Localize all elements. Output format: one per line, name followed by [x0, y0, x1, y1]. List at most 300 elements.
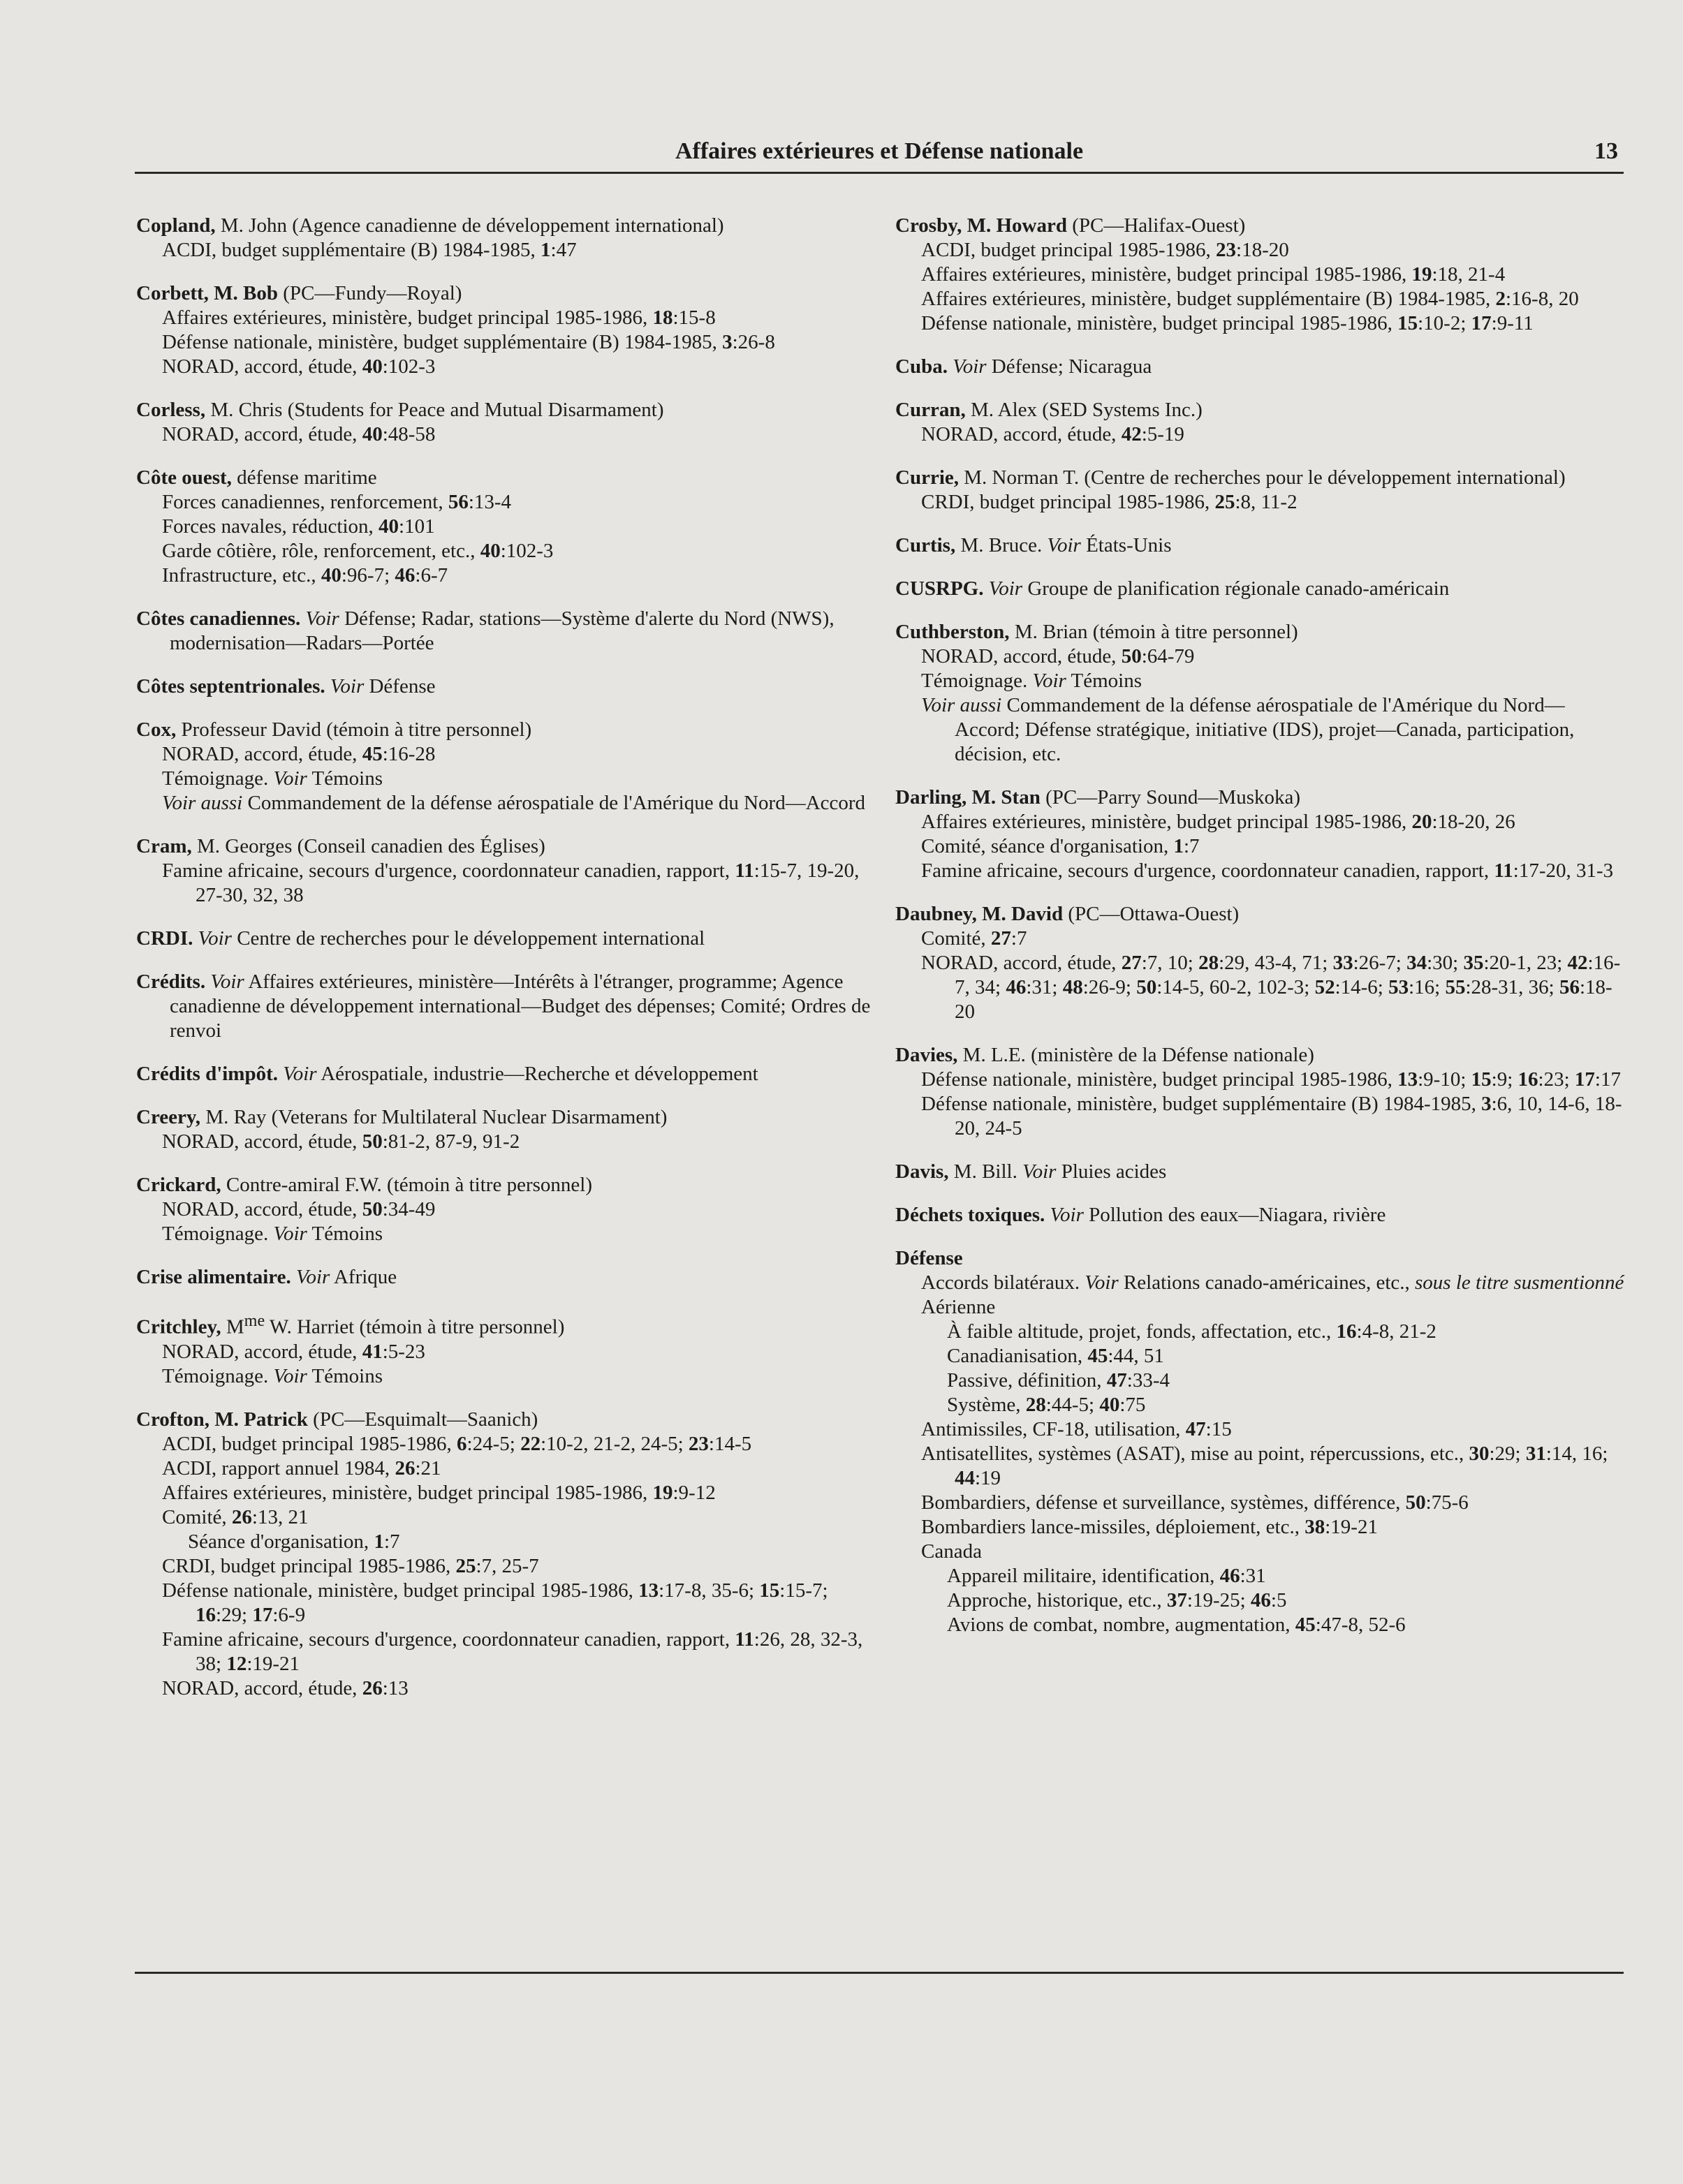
text-run: :13, 21	[251, 1505, 309, 1528]
text-run: Garde côtière, rôle, renforcement, etc.,	[162, 540, 480, 562]
entry-subline	[136, 1579, 873, 1628]
text-run: Témoins	[307, 1223, 383, 1245]
text-run: 26	[231, 1505, 252, 1528]
text-run: :17-20, 31-3	[1513, 859, 1614, 882]
text-run: :26-8	[732, 331, 775, 353]
text-run: :8, 11-2	[1235, 491, 1298, 513]
text-run: 13	[1397, 1068, 1418, 1091]
text-run: 11	[735, 859, 754, 882]
text-run: M. Norman T. (Centre de recherches pour le développement international)	[959, 466, 1566, 489]
text-run: Témoins	[1066, 670, 1142, 692]
text-run: Comité,	[162, 1505, 232, 1528]
text-run: Contre-amiral F.W. (témoin à titre personnel)	[221, 1174, 592, 1196]
entry-subline	[136, 539, 873, 563]
text-run: 40	[480, 540, 501, 562]
entry-subline	[136, 563, 873, 588]
text-run: 37	[1166, 1589, 1187, 1611]
text-run: :17-8, 35-6;	[659, 1579, 760, 1602]
text-run: Crickard,	[136, 1174, 221, 1196]
text-run: Témoignage.	[162, 767, 274, 790]
text-run: Cram,	[136, 835, 192, 857]
text-run: États-Unis	[1080, 534, 1172, 556]
text-run: 46	[395, 564, 416, 586]
text-run: Voir	[330, 675, 365, 698]
text-run: 40	[321, 564, 341, 586]
text-run: :16-28	[382, 743, 436, 765]
text-run: (PC—Parry Sound—Muskoka)	[1040, 786, 1301, 809]
entry-subline	[895, 1588, 1625, 1613]
entry-subline	[895, 238, 1625, 263]
text-run: Corless,	[136, 399, 206, 421]
text-run: :75	[1119, 1394, 1146, 1416]
text-run: CRDI, budget principal 1985-1986,	[921, 491, 1215, 513]
text-run: Crise alimentaire.	[136, 1266, 291, 1288]
entry-heading	[895, 1160, 1625, 1184]
text-run: :7	[1010, 927, 1027, 950]
text-run: M. Bruce.	[955, 534, 1048, 556]
text-run: 47	[1106, 1369, 1127, 1392]
text-run: M. Bill.	[948, 1160, 1023, 1183]
text-run: Comité, séance d'organisation,	[921, 835, 1174, 857]
text-run: (PC—Halifax-Ouest)	[1066, 214, 1246, 237]
text-run: :7, 10;	[1141, 952, 1199, 974]
text-run: 15	[1397, 312, 1418, 334]
text-run: Voir	[1050, 1204, 1084, 1226]
text-run: Voir	[1047, 534, 1081, 556]
entry-subline	[895, 1540, 1625, 1564]
entry-subline	[895, 927, 1625, 951]
index-entry	[136, 1062, 873, 1086]
entry-subline	[895, 951, 1625, 1024]
text-run: :9-10;	[1418, 1068, 1471, 1091]
entry-subline	[895, 1564, 1625, 1588]
index-entry	[136, 970, 873, 1043]
entry-subline	[136, 330, 873, 355]
text-run: 47	[1185, 1418, 1206, 1440]
index-entry	[136, 607, 873, 656]
text-run: :28-31, 36;	[1465, 976, 1559, 998]
page-number: 13	[1594, 138, 1618, 164]
index-entry	[136, 214, 873, 263]
text-run: M. Chris (Students for Peace and Mutual Disarmament)	[205, 399, 664, 421]
text-run	[325, 675, 330, 698]
text-run: Côtes canadiennes.	[136, 607, 301, 630]
text-run: Témoignage.	[162, 1223, 274, 1245]
text-run: Forces canadiennes, renforcement,	[162, 491, 448, 513]
text-run: Darling, M. Stan	[895, 786, 1041, 809]
text-run: M. L.E. (ministère de la Défense nationale)	[957, 1044, 1314, 1066]
text-run: 48	[1062, 976, 1083, 998]
entry-subline	[136, 1554, 873, 1579]
text-run: :4-8, 21-2	[1356, 1320, 1436, 1343]
text-run: 25	[1214, 491, 1235, 513]
entry-subline	[136, 791, 873, 816]
text-run: 45	[362, 743, 383, 765]
text-run: :102-3	[382, 355, 436, 378]
text-run: Bombardiers lance-missiles, déploiement, etc.,	[921, 1516, 1305, 1538]
text-run: Famine africaine, secours d'urgence, coordonnateur canadien, rapport,	[921, 859, 1494, 882]
text-run: sous le titre susmentionné	[1415, 1271, 1624, 1294]
text-run: :13	[382, 1676, 409, 1699]
text-run: Commandement de la défense aérospatiale de l'Amérique du Nord—Accord	[242, 792, 866, 814]
text-run: Daubney, M. David	[895, 903, 1064, 925]
text-run: Famine africaine, secours d'urgence, coordonnateur canadien, rapport,	[162, 859, 735, 882]
entry-subline	[136, 490, 873, 515]
entry-heading	[895, 902, 1625, 927]
text-run: :19-21	[247, 1652, 300, 1675]
text-run: CUSRPG.	[895, 577, 984, 600]
footer-rule	[135, 1972, 1624, 1974]
index-entry	[136, 1105, 873, 1154]
text-run: 40	[362, 355, 383, 378]
text-run: 53	[1388, 976, 1409, 998]
text-run: 45	[1087, 1345, 1108, 1367]
text-run: :15	[1205, 1418, 1232, 1440]
text-run: 50	[362, 1198, 383, 1220]
text-run: NORAD, accord, étude,	[921, 423, 1122, 445]
text-run: :47	[550, 239, 577, 261]
text-run: 19	[652, 1481, 673, 1504]
text-run: Antisatellites, systèmes (ASAT), mise au point, répercussions, etc.,	[921, 1443, 1469, 1465]
text-run: :18, 21-4	[1432, 263, 1506, 286]
entry-heading	[136, 834, 873, 859]
entry-heading	[136, 607, 873, 656]
text-run: Affaires extérieures, ministère, budget principal 1985-1986,	[921, 811, 1412, 833]
text-run: :19	[975, 1467, 1001, 1489]
text-run: 40	[1099, 1394, 1120, 1416]
text-run: 1	[1173, 835, 1184, 857]
text-run: :10-2;	[1418, 312, 1471, 334]
text-run	[983, 577, 988, 600]
text-run: :64-79	[1141, 645, 1195, 667]
entry-heading	[136, 1173, 873, 1197]
index-entry	[136, 466, 873, 588]
text-run: :16-8, 20	[1506, 288, 1579, 310]
text-run: 26	[395, 1456, 416, 1480]
text-run: :15-7;	[779, 1579, 828, 1602]
text-run: :24-5;	[466, 1432, 521, 1455]
text-run: 30	[1469, 1443, 1490, 1465]
entry-subline	[136, 1628, 873, 1676]
text-run: 25	[455, 1554, 476, 1577]
entry-heading	[895, 466, 1625, 490]
entry-subline	[136, 1481, 873, 1505]
text-run: 16	[1336, 1320, 1357, 1343]
text-run: :5	[1270, 1589, 1287, 1611]
index-entry	[895, 355, 1625, 379]
text-run: :7	[1183, 835, 1200, 857]
text-run: :96-7;	[341, 564, 395, 586]
entry-subline	[136, 306, 873, 330]
text-run: Défense nationale, ministère, budget supplémentaire (B) 1984-1985,	[921, 1093, 1482, 1115]
index-entry	[895, 1160, 1625, 1184]
index-entry	[136, 674, 873, 699]
text-run: Voir	[1022, 1160, 1057, 1183]
text-run: Forces navales, réduction,	[162, 515, 379, 538]
entry-subline	[895, 1515, 1625, 1540]
entry-heading	[895, 1203, 1625, 1227]
text-run: :34-49	[382, 1198, 436, 1220]
entry-subline	[895, 1442, 1625, 1491]
text-run: Défense; Radar, stations—Système d'alerte du Nord (NWS), modernisation—Radars—Portée	[170, 607, 835, 654]
text-run	[193, 927, 198, 950]
entry-subline	[136, 1197, 873, 1222]
text-run: 38	[1304, 1516, 1325, 1538]
text-run: 22	[520, 1432, 541, 1455]
text-run: 28	[1198, 952, 1219, 974]
text-run: 15	[1471, 1068, 1492, 1091]
text-run: NORAD, accord, étude,	[162, 1130, 362, 1153]
text-run: Défense nationale, ministère, budget principal 1985-1986,	[921, 1068, 1398, 1091]
text-run: 23	[1216, 239, 1237, 261]
index-entry	[136, 398, 873, 447]
right-column	[895, 214, 1625, 1656]
text-run: 11	[1494, 859, 1513, 882]
text-run: 3	[722, 331, 733, 353]
text-run: 28	[1025, 1394, 1046, 1416]
text-run: :102-3	[500, 540, 554, 562]
text-run: :16-7, 34;	[955, 952, 1621, 998]
running-title: Affaires extérieures et Défense nationale	[675, 138, 1084, 164]
text-run: Centre de recherches pour le développement international	[231, 927, 705, 950]
text-run: CRDI.	[136, 927, 193, 950]
text-run: Voir aussi	[921, 694, 1002, 716]
entry-heading	[136, 1062, 873, 1086]
text-run: :19-25;	[1186, 1589, 1251, 1611]
text-run: :33-4	[1126, 1369, 1170, 1392]
text-run: :26, 28, 32-3, 38;	[196, 1628, 863, 1675]
text-run: Pollution des eaux—Niagara, rivière	[1083, 1204, 1386, 1226]
text-run: ACDI, budget supplémentaire (B) 1984-1985,	[162, 239, 541, 261]
index-entry	[895, 620, 1625, 767]
entry-subline	[895, 1271, 1625, 1295]
text-run: 1	[374, 1530, 384, 1553]
index-entry	[136, 718, 873, 816]
text-run: Aérienne	[921, 1296, 996, 1318]
entry-heading	[136, 466, 873, 490]
text-run: :14-5	[708, 1432, 752, 1455]
text-run: :18-20	[955, 976, 1612, 1023]
text-run: Côtes septentrionales.	[136, 675, 325, 698]
index-entry	[895, 902, 1625, 1024]
text-run: NORAD, accord, étude,	[162, 1676, 362, 1699]
text-run: NORAD, accord, étude,	[162, 423, 362, 445]
text-run: (PC—Esquimalt—Saanich)	[307, 1408, 538, 1431]
entry-subline	[895, 1344, 1625, 1368]
entry-subline	[136, 355, 873, 379]
text-run: 50	[1405, 1491, 1426, 1514]
entry-heading	[895, 577, 1625, 601]
entry-subline	[136, 1222, 873, 1246]
text-run: 33	[1332, 952, 1353, 974]
text-run: Aérospatiale, industrie—Recherche et développement	[316, 1063, 758, 1085]
text-run: :101	[399, 515, 435, 538]
entry-subline	[136, 1364, 873, 1389]
text-run: :26-9;	[1082, 976, 1137, 998]
text-run: :5-19	[1141, 423, 1184, 445]
text-run: Séance d'organisation,	[188, 1530, 374, 1553]
text-run: Crédits.	[136, 971, 206, 993]
index-entry	[136, 1265, 873, 1290]
text-run: Voir	[953, 355, 987, 378]
text-run: 26	[362, 1676, 383, 1699]
text-run: Antimissiles, CF-18, utilisation,	[921, 1418, 1186, 1440]
text-run: 41	[362, 1340, 383, 1363]
text-run: :29, 43-4, 71;	[1219, 952, 1333, 974]
text-run: :44-5;	[1045, 1394, 1100, 1416]
text-run: 56	[448, 491, 469, 513]
text-run: 16	[196, 1603, 216, 1626]
text-run: 1	[541, 239, 551, 261]
text-run: Voir	[273, 767, 307, 790]
text-run: Passive, définition,	[947, 1369, 1107, 1392]
entry-subline	[136, 1432, 873, 1456]
text-run: Système,	[947, 1394, 1026, 1416]
entry-heading	[136, 718, 873, 742]
text-run: :44, 51	[1108, 1345, 1164, 1367]
text-run: Voir	[273, 1223, 307, 1245]
text-run: Déchets toxiques.	[895, 1204, 1045, 1226]
text-run: :13-4	[468, 491, 512, 513]
text-run: Voir aussi	[162, 792, 243, 814]
text-run: :75-6	[1425, 1491, 1469, 1514]
text-run: Témoignage.	[921, 670, 1033, 692]
entry-heading	[136, 398, 873, 422]
entry-heading	[895, 355, 1625, 379]
entry-heading	[136, 1265, 873, 1290]
text-run: M. Georges (Conseil canadien des Églises)	[191, 835, 545, 857]
entry-subline	[136, 1456, 873, 1481]
text-run: Pluies acides	[1056, 1160, 1167, 1183]
text-run: :17	[1594, 1068, 1621, 1091]
text-run: Infrastructure, etc.,	[162, 564, 321, 586]
text-run: Cuthberston,	[895, 621, 1010, 643]
index-entry	[895, 1203, 1625, 1227]
text-run: :29;	[216, 1603, 253, 1626]
text-run: Affaires extérieures, ministère, budget principal 1985-1986,	[921, 263, 1412, 286]
entry-heading	[895, 398, 1625, 422]
index-entry	[136, 1308, 873, 1389]
index-entry	[136, 1408, 873, 1701]
text-run	[291, 1266, 296, 1288]
entry-heading	[136, 281, 873, 306]
entry-subline	[895, 859, 1625, 883]
text-run: M	[221, 1315, 244, 1338]
index-entry	[895, 1246, 1625, 1637]
text-run: Canadianisation,	[947, 1345, 1088, 1367]
page-header	[135, 137, 1624, 174]
entry-subline	[136, 1340, 873, 1364]
text-run: Accords bilatéraux.	[921, 1271, 1085, 1294]
text-run: :48-58	[382, 423, 436, 445]
entry-subline	[895, 287, 1625, 311]
text-run: :6-9	[272, 1603, 306, 1626]
text-run: NORAD, accord, étude,	[162, 355, 362, 378]
text-run: 42	[1567, 952, 1588, 974]
text-run: 17	[1574, 1068, 1595, 1091]
text-run: Voir	[295, 1266, 330, 1288]
text-run: :30;	[1427, 952, 1464, 974]
text-run: Creery,	[136, 1106, 201, 1128]
text-run: Appareil militaire, identification,	[947, 1565, 1220, 1587]
text-run: 50	[1136, 976, 1157, 998]
text-run: Voir	[1032, 670, 1066, 692]
text-run: 3	[1481, 1093, 1492, 1115]
text-run: 17	[252, 1603, 273, 1626]
text-run: Approche, historique, etc.,	[947, 1589, 1167, 1611]
text-run: 11	[735, 1628, 754, 1651]
text-run: Afrique	[330, 1266, 397, 1288]
entry-subline	[895, 1368, 1625, 1393]
text-run: Témoins	[307, 1364, 383, 1387]
index-entry	[895, 466, 1625, 515]
entry-subline	[895, 1417, 1625, 1442]
entry-subline	[895, 311, 1625, 336]
text-run: Crosby, M. Howard	[895, 214, 1067, 237]
text-run: NORAD, accord, étude,	[162, 1198, 362, 1220]
text-run: ACDI, rapport annuel 1984,	[162, 1456, 395, 1480]
text-run: 20	[1411, 811, 1432, 833]
index-entry	[895, 533, 1625, 558]
text-run: 16	[1517, 1068, 1538, 1091]
text-run: 34	[1406, 952, 1427, 974]
text-run: ACDI, budget principal 1985-1986,	[921, 239, 1217, 261]
entry-subline	[136, 238, 873, 263]
entry-subline	[895, 810, 1625, 834]
text-run: Curtis,	[895, 534, 956, 556]
text-run: NORAD, accord, étude,	[921, 952, 1122, 974]
text-run: M. John (Agence canadienne de développement international)	[215, 214, 724, 237]
text-run: Comité,	[921, 927, 991, 950]
text-run: 13	[638, 1579, 659, 1602]
index-entry	[136, 927, 873, 951]
text-run: Défense nationale, ministère, budget principal 1985-1986,	[921, 312, 1398, 334]
text-run: Davies,	[895, 1044, 958, 1066]
entry-subline	[136, 859, 873, 908]
text-run: :7	[383, 1530, 400, 1553]
text-run: 31	[1525, 1443, 1546, 1465]
text-run: me	[244, 1311, 265, 1330]
text-run: 17	[1471, 312, 1492, 334]
text-run: :10-2, 21-2, 24-5;	[541, 1432, 689, 1455]
entry-heading	[136, 214, 873, 238]
text-run: Canada	[921, 1540, 982, 1563]
text-run: 27	[990, 927, 1011, 950]
text-run: 44	[955, 1467, 975, 1489]
entry-subline	[895, 1491, 1625, 1515]
text-run: Voir	[988, 577, 1023, 600]
text-run: Davis,	[895, 1160, 949, 1183]
text-run: :9-11	[1491, 312, 1534, 334]
text-run: défense maritime	[231, 466, 377, 489]
text-run: Relations canado-américaines, etc.,	[1118, 1271, 1416, 1294]
entry-heading	[895, 214, 1625, 238]
text-run: :14-5, 60-2, 102-3;	[1156, 976, 1315, 998]
entry-heading	[136, 1408, 873, 1432]
text-run: M. Alex (SED Systems Inc.)	[965, 399, 1203, 421]
text-run	[1045, 1204, 1050, 1226]
entry-subline	[895, 1295, 1625, 1320]
text-run: 12	[226, 1652, 247, 1675]
entry-subline	[895, 1613, 1625, 1637]
index-entry	[895, 577, 1625, 601]
text-run: :20-1, 23;	[1483, 952, 1568, 974]
index-entry	[136, 281, 873, 379]
entry-subline	[895, 263, 1625, 287]
text-run: :47-8, 52-6	[1315, 1614, 1406, 1636]
text-run: Voir	[1085, 1271, 1119, 1294]
index-entry	[136, 1173, 873, 1246]
